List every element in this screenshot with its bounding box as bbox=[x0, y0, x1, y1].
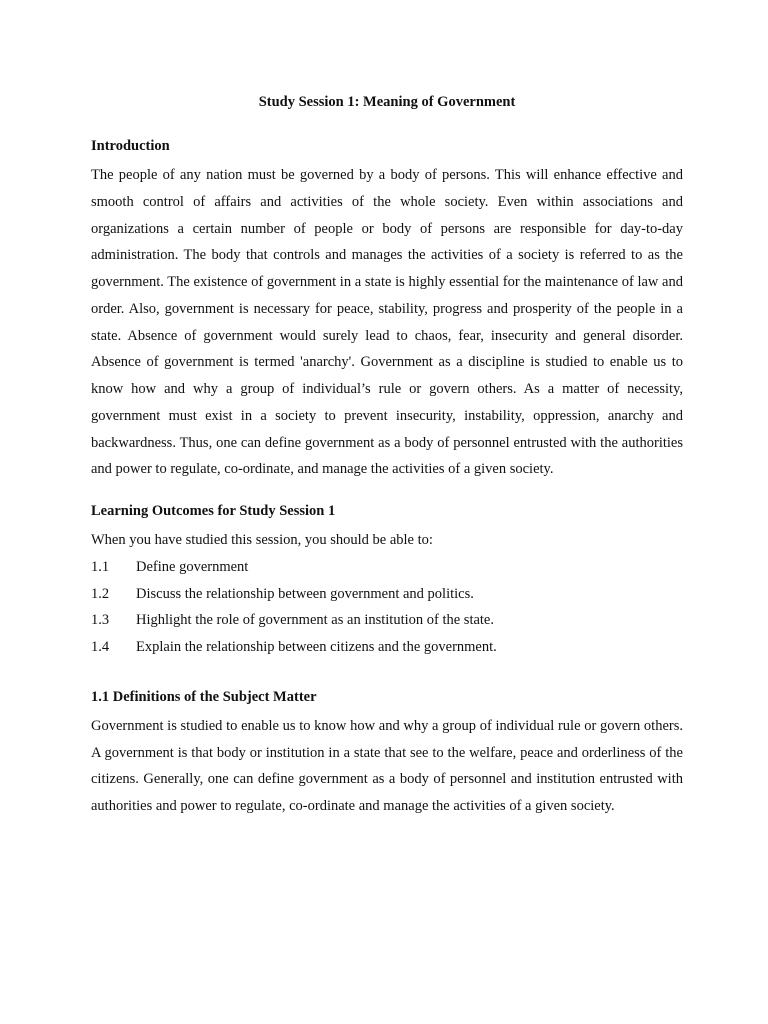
outcome-number: 1.4 bbox=[91, 639, 110, 655]
list-item bbox=[91, 581, 683, 608]
page-title: Study Session 1: Meaning of Government bbox=[258, 94, 516, 110]
introduction-section bbox=[91, 136, 683, 483]
list-item bbox=[91, 607, 683, 634]
introduction-paragraph: The people of any nation must be governed by a body of persons. This will enhance effective and smooth control of affairs and activities of the whole society. Even within associations and organizations a certain number of people or body of persons are responsible for day-to-day administration. The body that controls and manages the activities of a society is referred to as the government. The existence of government in a state is highly essential for the maintenance of law and order. Also, government is necessary for peace, stability, progress and prosperity of the people in a state. Absence of government would surely lead to chaos, fear, insecurity and general disorder. Absence of government is termed 'anarchy'. Government as a discipline is studied to enable us to know how and why a group of individual’s rule or govern others. As a matter of necessity, government must exist in a society to prevent insecurity, instability, oppression, anarchy and backwardness. Thus, one can define government as a body of personnel entrusted with the authorities and power to regulate, co-ordinate, and manage the activities of a given society. bbox=[91, 167, 683, 478]
outcome-text: Discuss the relationship between government and politics. bbox=[136, 585, 474, 602]
list-item bbox=[91, 554, 683, 581]
introduction-heading: Introduction bbox=[91, 138, 170, 154]
outcome-text: Explain the relationship between citizens and the government. bbox=[136, 639, 497, 655]
outcome-text: Define government bbox=[136, 558, 249, 575]
outcome-number: 1.1 bbox=[91, 558, 110, 575]
learning-outcomes-heading: Learning Outcomes for Study Session 1 bbox=[91, 503, 336, 519]
learning-outcomes-section bbox=[91, 501, 683, 661]
list-item bbox=[91, 634, 683, 661]
learning-outcomes-lead: When you have studied this session, you should be able to: bbox=[91, 532, 433, 548]
outcome-number: 1.2 bbox=[91, 585, 110, 602]
learning-outcomes-list bbox=[91, 554, 683, 661]
outcome-text: Highlight the role of government as an institution of the state. bbox=[136, 612, 494, 629]
outcome-number: 1.3 bbox=[91, 612, 110, 629]
definitions-paragraph: Government is studied to enable us to know how and why a group of individual rule or govern others. A government is that body or institution in a state that see to the welfare, peace and orderliness of the citizens. Generally, one can define government as a body of personnel and institution entrusted with authorities and power to regulate, co-ordinate and manage the activities of a given society. bbox=[91, 717, 683, 814]
definitions-section bbox=[91, 687, 683, 820]
document-page bbox=[91, 92, 683, 820]
definitions-heading: 1.1 Definitions of the Subject Matter bbox=[91, 688, 317, 705]
